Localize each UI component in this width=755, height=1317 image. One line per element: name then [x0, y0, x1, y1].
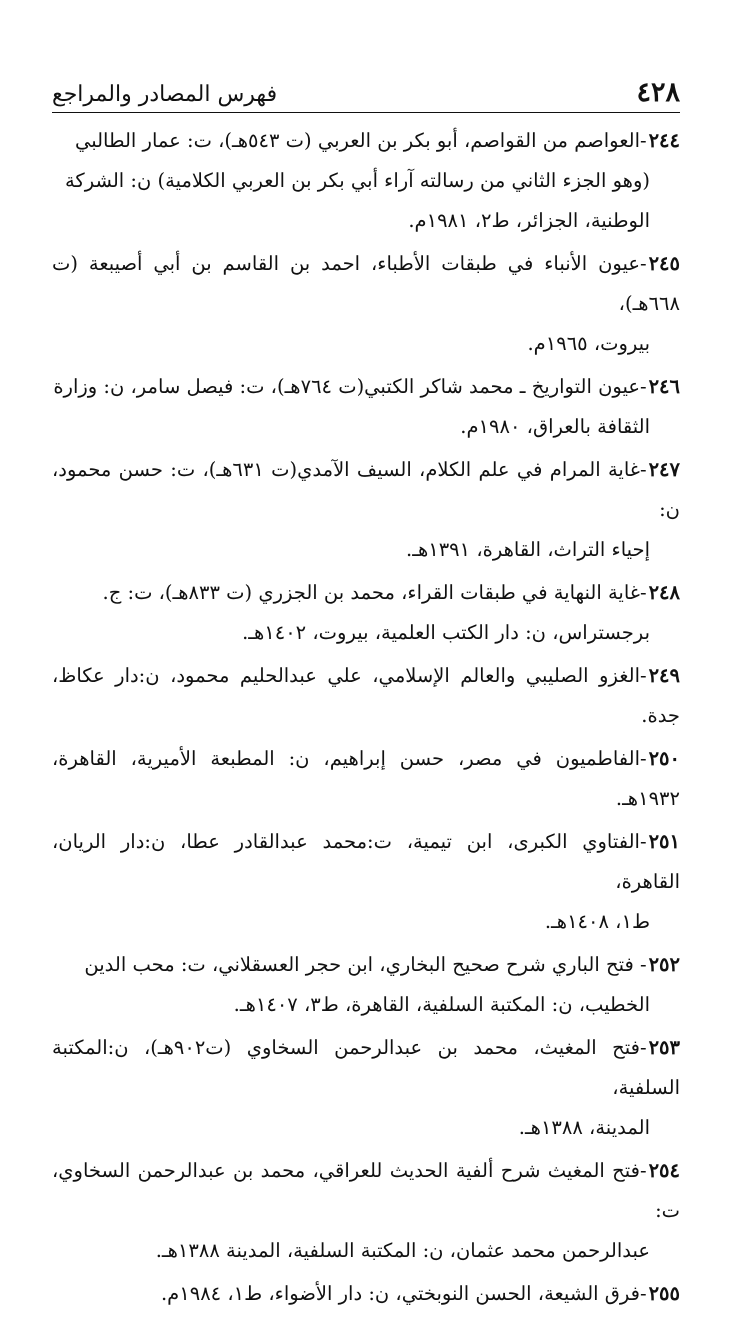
document-page [52, 70, 680, 1317]
bibliography-entry [52, 739, 680, 819]
entry-text-line: عبدالرحمن محمد عثمان، ن: المكتبة السلفية، المدينة ١٣٨٨هـ. [155, 1239, 650, 1262]
entry-number: ٢٤٧ [648, 458, 680, 481]
entry-text-line: -الفاطميون في مصر، حسن إبراهيم، ن: المطبعة الأميرية، القاهرة، ١٩٣٢هـ. [52, 747, 680, 810]
entry-number: ٢٥١ [648, 830, 680, 853]
bibliography-entry [52, 367, 680, 447]
entry-text-line: إحياء التراث، القاهرة، ١٣٩١هـ. [406, 538, 650, 561]
bibliography-list [52, 121, 680, 1314]
entry-text-line: -العواصم من القواصم، أبو بكر بن العربي (ت ٥٤٣هـ)، ت: عمار الطالبي [74, 129, 647, 152]
entry-text-line: -عيون التواريخ ـ محمد شاكر الكتبي(ت ٧٦٤هـ)، ت: فيصل سامر، ن: وزارة [53, 375, 647, 398]
entry-text-line: (وهو الجزء الثاني من رسالته آراء أبي بكر بن العربي الكلامية) ن: الشركة [64, 169, 650, 192]
entry-text-line: -عيون الأنباء في طبقات الأطباء، احمد بن القاسم بن أبي أصيبعة (ت ٦٦٨هـ)، [52, 252, 680, 315]
entry-text-line: ط١، ١٤٠٨هـ. [544, 910, 650, 933]
entry-number: ٢٥٥ [648, 1282, 680, 1305]
entry-text-line: -غاية المرام في علم الكلام، السيف الآمدي(ت ٦٣١هـ)، ت: حسن محمود، ن: [52, 458, 680, 521]
entry-text-line: الوطنية، الجزائر، ط٢، ١٩٨١م. [408, 209, 650, 232]
entry-number: ٢٥٢ [648, 953, 680, 976]
entry-text-line: الثقافة بالعراق، ١٩٨٠م. [460, 415, 650, 438]
entry-text-line: -الفتاوي الكبرى، ابن تيمية، ت:محمد عبدالقادر عطا، ن:دار الريان، القاهرة، [52, 830, 680, 893]
bibliography-entry [52, 822, 680, 942]
entry-number: ٢٥٣ [648, 1036, 680, 1059]
entry-number: ٢٤٤ [648, 129, 680, 152]
bibliography-entry [52, 1151, 680, 1271]
entry-number: ٢٤٨ [648, 581, 680, 604]
bibliography-entry [52, 573, 680, 653]
bibliography-entry [52, 244, 680, 364]
entry-text-line: -الغزو الصليبي والعالم الإسلامي، علي عبدالحليم محمود، ن:دار عكاظ، جدة. [52, 664, 680, 727]
entry-text-line: -غاية النهاية في طبقات القراء، محمد بن الجزري (ت ٨٣٣هـ)، ت: ج. [102, 581, 647, 604]
entry-number: ٢٤٩ [648, 664, 680, 687]
entry-text-line: برجستراس، ن: دار الكتب العلمية، بيروت، ١٤٠٢هـ. [242, 621, 650, 644]
page-header [52, 70, 680, 113]
entry-text-line: الخطيب، ن: المكتبة السلفية، القاهرة، ط٣، ١٤٠٧هـ. [233, 993, 650, 1016]
bibliography-entry [52, 121, 680, 241]
entry-text-line: -فتح المغيث، محمد بن عبدالرحمن السخاوي (ت٩٠٢هـ)، ن:المكتبة السلفية، [52, 1036, 680, 1099]
bibliography-entry [52, 945, 680, 1025]
bibliography-entry [52, 1028, 680, 1148]
entry-text-line: - فتح الباري شرح صحيح البخاري، ابن حجر العسقلاني، ت: محب الدين [84, 953, 647, 976]
entry-number: ٢٤٥ [648, 252, 680, 275]
bibliography-entry [52, 450, 680, 570]
entry-text-line: المدينة، ١٣٨٨هـ. [518, 1116, 650, 1139]
entry-text-line: بيروت، ١٩٦٥م. [527, 332, 650, 355]
entry-number: ٢٤٦ [648, 375, 680, 398]
bibliography-entry [52, 656, 680, 736]
bibliography-entry [52, 1274, 680, 1314]
entry-number: ٢٥٤ [648, 1159, 680, 1182]
page-number: ٤٢٨ [636, 77, 680, 108]
entry-number: ٢٥٠ [648, 747, 680, 770]
entry-text-line: -فتح المغيث شرح ألفية الحديث للعراقي، محمد بن عبدالرحمن السخاوي، ت: [52, 1159, 680, 1222]
running-title: فهرس المصادر والمراجع [52, 82, 278, 107]
entry-text-line: -فرق الشيعة، الحسن النوبختي، ن: دار الأضواء، ط١، ١٩٨٤م. [160, 1282, 647, 1305]
